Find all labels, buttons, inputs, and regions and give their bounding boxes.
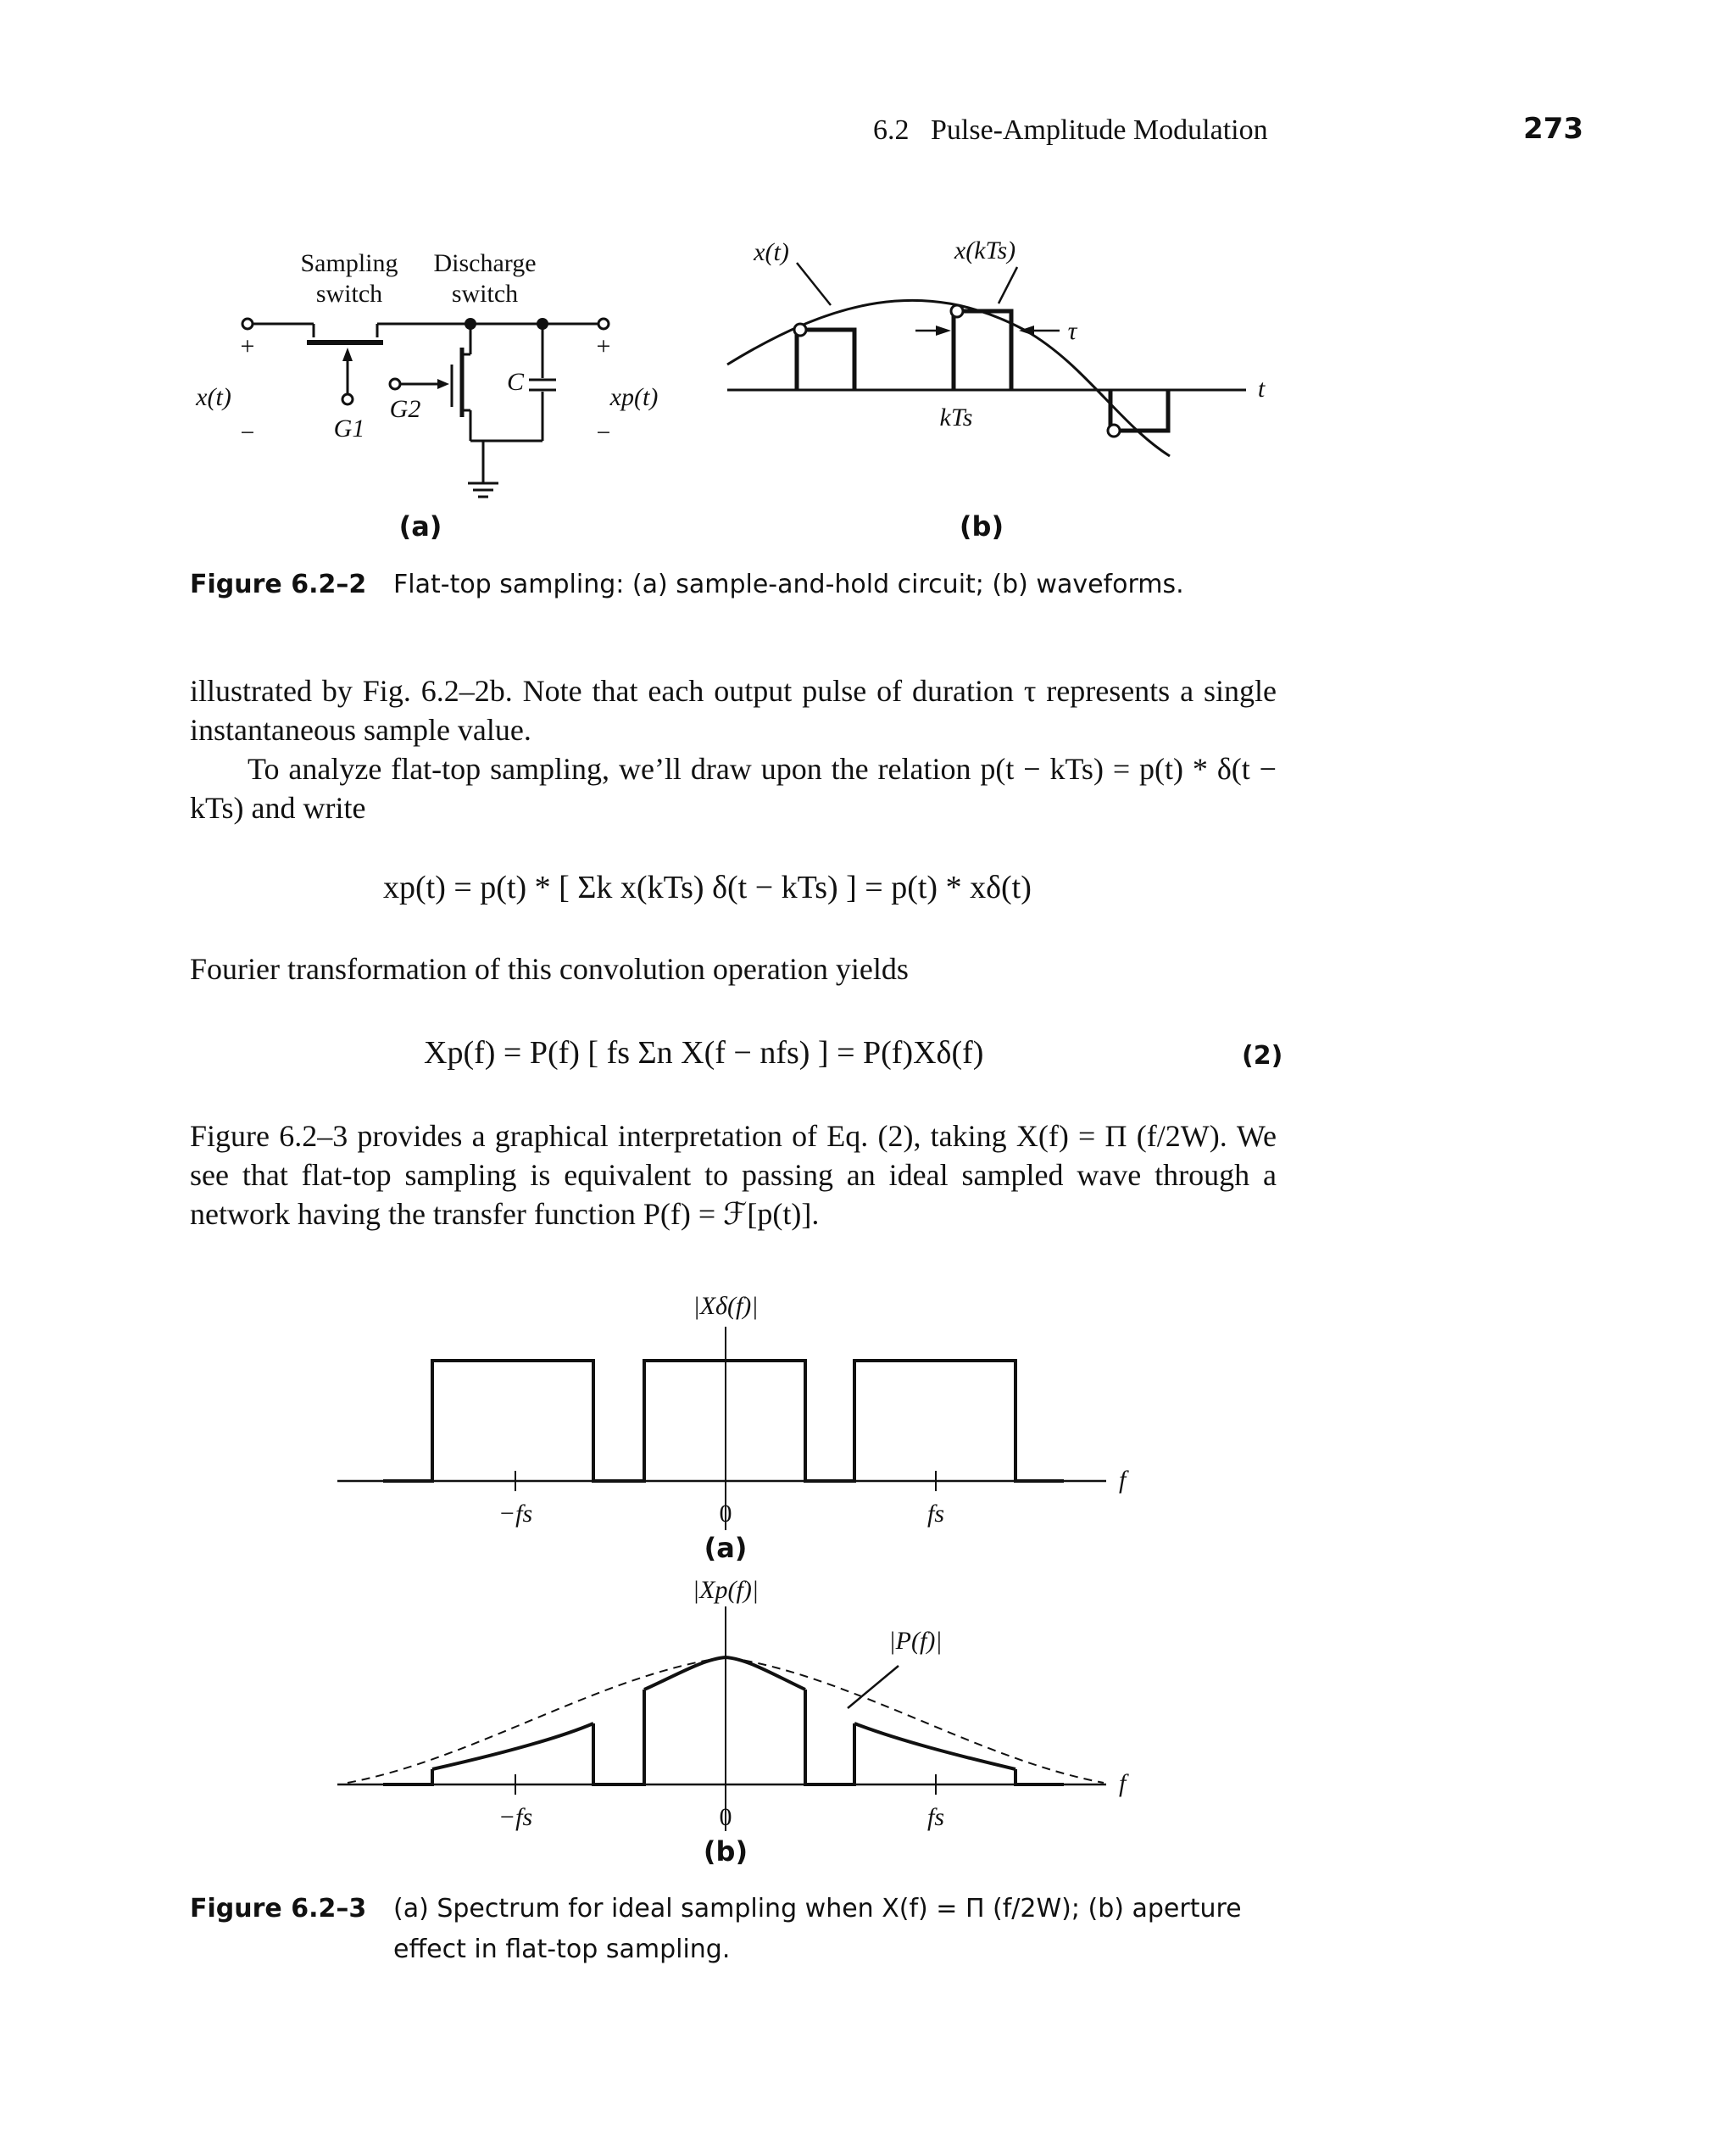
kts-label: kTs [939,404,973,431]
equation-1: xp(t) = p(t) * [ Σk x(kTs) δ(t − kTs) ] = p(t) * xδ(t) [383,870,1032,905]
equation-2: Xp(f) = P(f) [ fs Σn X(f − nfs) ] = P(f)Xδ(f) [424,1035,984,1071]
paragraph-1: illustrated by Fig. 6.2–2b. Note that each output pulse of duration τ represents a single instantaneous sample value. [190,674,1277,747]
top-xlabel: f [1119,1466,1127,1494]
sub-label-b: (b) [959,510,1004,543]
waveform-x-label: x(t) [754,238,789,266]
discharge-switch-label: Discharge [433,249,537,277]
tau-label: τ [1067,317,1077,345]
output-plus: + [596,332,611,360]
sampling-switch-label-2: switch [315,280,383,308]
waveform-sample-label: x(kTs) [954,237,1016,264]
figure-6-2-3 [305,1276,1170,1873]
g1-label: G1 [333,415,365,443]
paragraph-4: Figure 6.2–3 provides a graphical interpretation of Eq. (2), taking X(f) = Π (f/2W). We see that flat-top sampling is equivalent to passing an ideal sampled wave through a network having the transfer function P(f) = ℱ[p(t)]. [190,1119,1277,1231]
figure-6-2-2-label: Figure 6.2–2 [190,570,367,599]
equation-2-number: (2) [1242,1041,1283,1071]
top-tick-neg-fs: −fs [498,1500,533,1528]
top-sub-label: (a) [704,1532,748,1564]
top-tick-zero: 0 [719,1500,732,1528]
bottom-tick-neg-fs: −fs [498,1803,533,1831]
capacitor-label: C [506,368,525,396]
aperture-curve-label: |P(f)| [888,1627,943,1655]
running-head [873,114,1268,147]
bottom-tick-zero: 0 [719,1803,732,1831]
aperture-effect-spectrum [337,1606,1106,1831]
bottom-sub-label: (b) [703,1835,748,1868]
output-label: xp(t) [609,383,659,411]
page-number: 273 [1523,112,1583,146]
section-number: 6.2 [873,114,910,146]
input-minus: − [240,419,255,447]
top-ylabel: |Xδ(f)| [693,1292,759,1320]
sampling-switch-label: Sampling [300,249,398,277]
top-tick-fs: fs [926,1500,945,1528]
time-axis-label: t [1257,375,1266,403]
bottom-xlabel: f [1119,1769,1127,1797]
figure-6-2-3-label: Figure 6.2–3 [190,1894,367,1924]
sample-hold-circuit [242,319,609,497]
output-minus: − [596,419,611,447]
figure-6-2-2-caption: Flat-top sampling: (a) sample-and-hold circuit; (b) waveforms. [393,570,1184,599]
section-title: Pulse-Amplitude Modulation [931,114,1268,146]
paragraph-3: Fourier transformation of this convolution operation yields [190,952,909,986]
paragraph-2: To analyze flat-top sampling, we’ll draw upon the relation p(t − kTs) = p(t) * δ(t − kTs) and write [190,752,1277,825]
figure-6-2-3-caption: (a) Spectrum for ideal sampling when X(f) = Π (f/2W); (b) aperture effect in flat-top sampling. [393,1894,1242,1964]
waveform-plot [727,263,1246,456]
input-label: x(t) [196,383,231,411]
sub-label-a: (a) [398,510,442,543]
bottom-ylabel: |Xp(f)| [692,1576,760,1604]
bottom-tick-fs: fs [926,1803,945,1831]
input-plus: + [240,332,255,360]
g2-label: G2 [389,395,421,423]
figure-6-2-2 [170,229,1305,560]
discharge-switch-label-2: switch [451,280,519,308]
